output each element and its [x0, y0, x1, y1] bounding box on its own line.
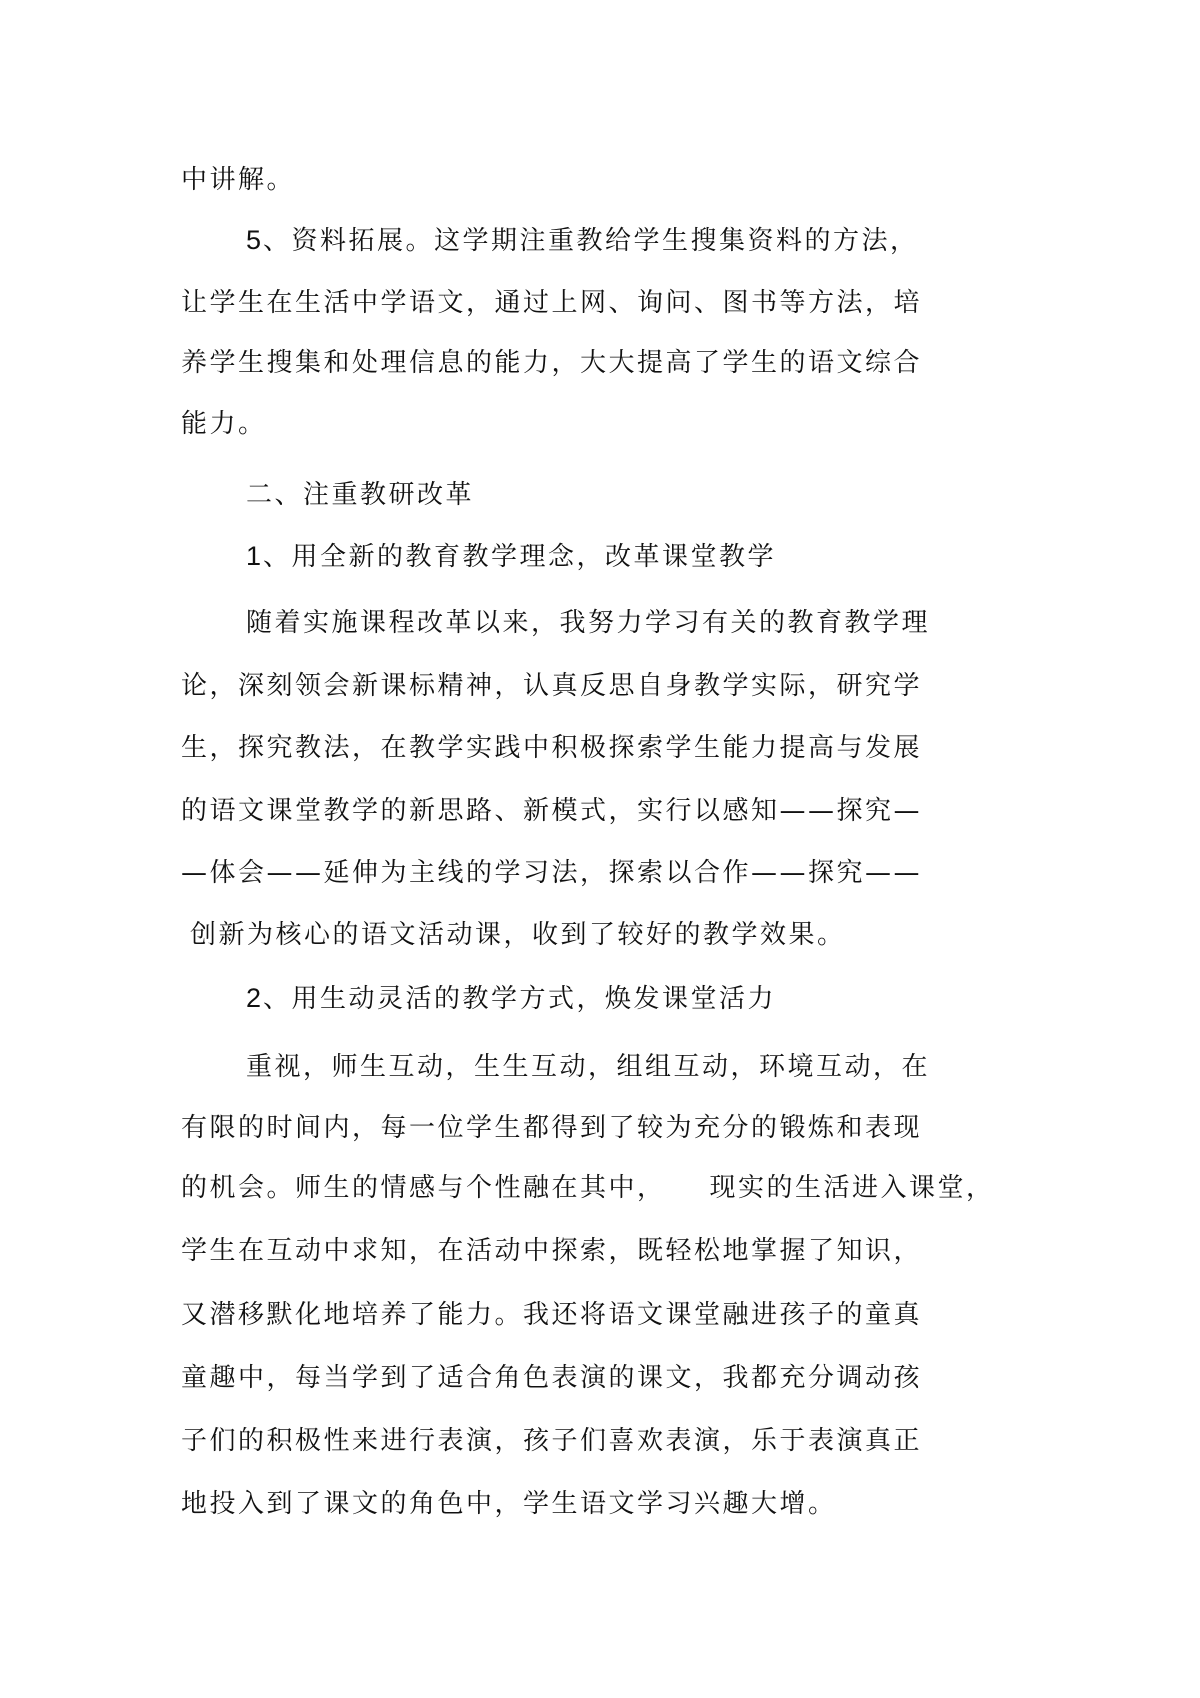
- text-line: 创新为核心的语文活动课，收到了较好的教学效果。: [190, 920, 846, 950]
- text-line: 重视，师生互动，生生互动，组组互动，环境互动，在: [246, 1052, 931, 1082]
- text-line: 的机会。师生的情感与个性融在其中， 现实的生活进入课堂，: [181, 1173, 995, 1203]
- list-item-2: [246, 981, 776, 1016]
- item-text: 、资料拓展。这学期注重教给学生搜集资料的方法，: [263, 226, 919, 256]
- text-line: 中讲解。: [181, 165, 296, 195]
- text-line: 养学生搜集和处理信息的能力，大大提高了学生的语文综合: [181, 348, 923, 378]
- item-number: 5: [246, 225, 262, 255]
- list-item-1: [246, 539, 776, 574]
- text-line: 论，深刻领会新课标精神，认真反思自身教学实际，研究学: [181, 671, 923, 701]
- item-text: 、用全新的教育教学理念，改革课堂教学: [263, 542, 777, 572]
- item-text: 、用生动灵活的教学方式，焕发课堂活力: [263, 984, 777, 1014]
- text-line: 随着实施课程改革以来，我努力学习有关的教育教学理: [246, 608, 931, 638]
- text-line: 童趣中，每当学到了适合角色表演的课文，我都充分调动孩: [181, 1363, 923, 1393]
- text-line: 的语文课堂教学的新思路、新模式，实行以感知——探究—: [181, 796, 923, 826]
- text-line: 生，探究教法，在教学实践中积极探索学生能力提高与发展: [181, 733, 923, 763]
- item-number: 2: [246, 983, 262, 1013]
- text-line: 能力。: [181, 409, 267, 439]
- item-number: 1: [246, 541, 262, 571]
- text-line: —体会——延伸为主线的学习法，探索以合作——探究——: [181, 858, 923, 888]
- text-line: 又潜移默化地培养了能力。我还将语文课堂融进孩子的童真: [181, 1300, 923, 1330]
- section-heading: 二、注重教研改革: [246, 480, 475, 510]
- text-line: 子们的积极性来进行表演，孩子们喜欢表演，乐于表演真正: [181, 1426, 923, 1456]
- text-line: 让学生在生活中学语文，通过上网、询问、图书等方法，培: [181, 288, 923, 318]
- list-item-5: [246, 223, 919, 258]
- text-line: 有限的时间内，每一位学生都得到了较为充分的锻炼和表现: [181, 1113, 923, 1143]
- text-line: 学生在互动中求知，在活动中探索，既轻松地掌握了知识，: [181, 1236, 923, 1266]
- text-line: 地投入到了课文的角色中，学生语文学习兴趣大增。: [181, 1489, 837, 1519]
